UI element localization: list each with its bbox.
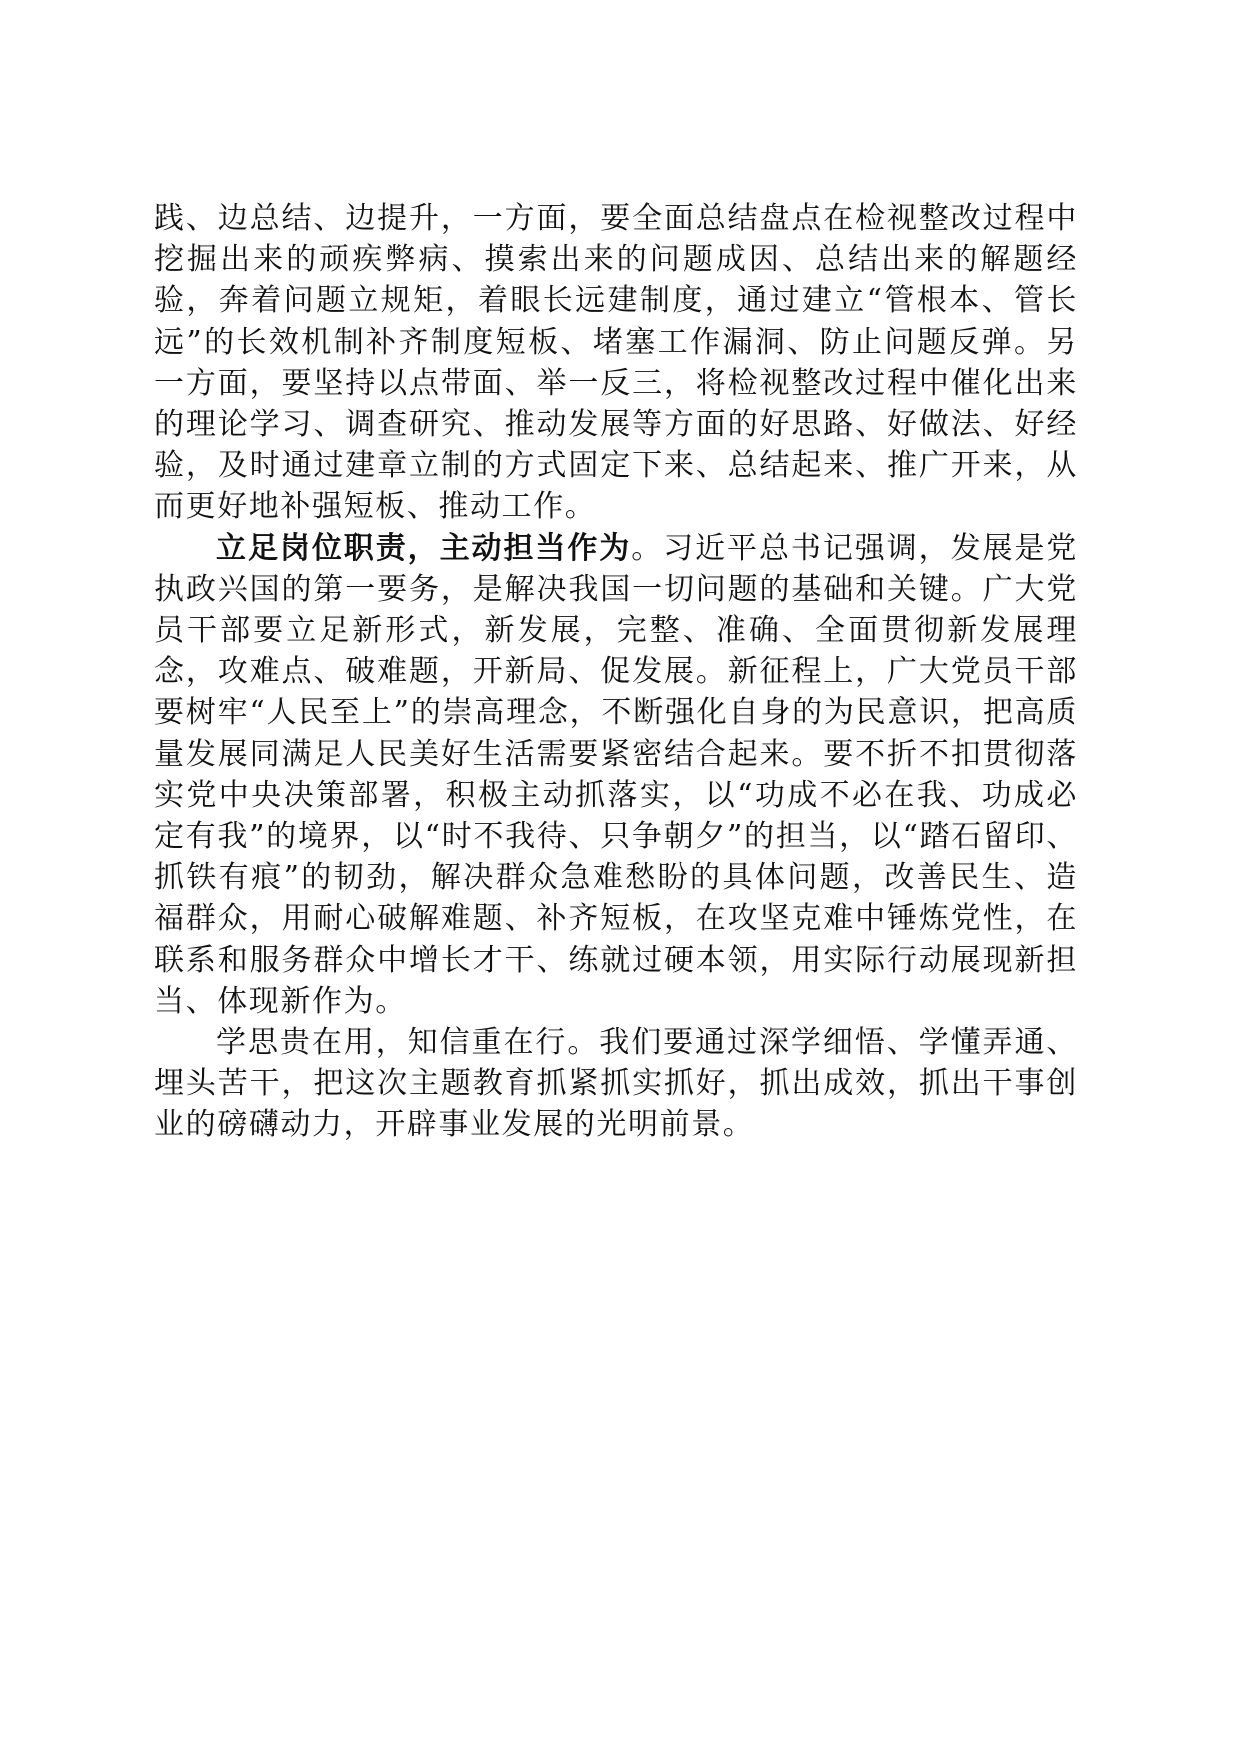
paragraph-continued (154, 198, 1078, 528)
paragraph-heading: 立足岗位职责，主动担当作为 (216, 530, 632, 566)
document-body (154, 198, 1078, 1146)
paragraph-job-responsibility (154, 528, 1078, 1022)
paragraph-text: 。习近平总书记强调，发展是党执政兴国的第一要务，是解决我国一切问题的基础和关键。广大党员干部要立足新形式，新发展，完整、准确、全面贯彻新发展理念，攻难点、破难题，开新局、促发展。新征程上，广大党员干部要树牢“人民至上”的崇高理念，不断强化自身的为民意识，把高质量发展同满足人民美好生活需要紧密结合起来。要不折不扣贯彻落实党中央决策部署，积极主动抓落实，以“功成不必在我、功成必定有我”的境界，以“时不我待、只争朝夕”的担当，以“踏石留印、抓铁有痕”的韧劲，解决群众急难愁盼的具体问题，改善民生、造福群众，用耐心破解难题、补齐短板，在攻坚克难中锤炼党性，在联系和服务群众中增长才干、练就过硬本领，用实际行动展现新担当、体现新作为。 (154, 530, 1078, 1019)
paragraph-conclusion (154, 1022, 1078, 1146)
paragraph-text: 践、边总结、边提升，一方面，要全面总结盘点在检视整改过程中挖掘出来的顽疾弊病、摸索出来的问题成因、总结出来的解题经验，奔着问题立规矩，着眼长远建制度，通过建立“管根本、管长远”的长效机制补齐制度短板、堵塞工作漏洞、防止问题反弹。另一方面，要坚持以点带面、举一反三，将检视整改过程中催化出来的理论学习、调查研究、推动发展等方面的好思路、好做法、好经验，及时通过建章立制的方式固定下来、总结起来、推广开来，从而更好地补强短板、推动工作。 (154, 201, 1078, 525)
paragraph-text: 学思贵在用，知信重在行。我们要通过深学细悟、学懂弄通、埋头苦干，把这次主题教育抓紧抓实抓好，抓出成效，抓出干事创业的磅礴动力，开辟事业发展的光明前景。 (154, 1025, 1078, 1143)
